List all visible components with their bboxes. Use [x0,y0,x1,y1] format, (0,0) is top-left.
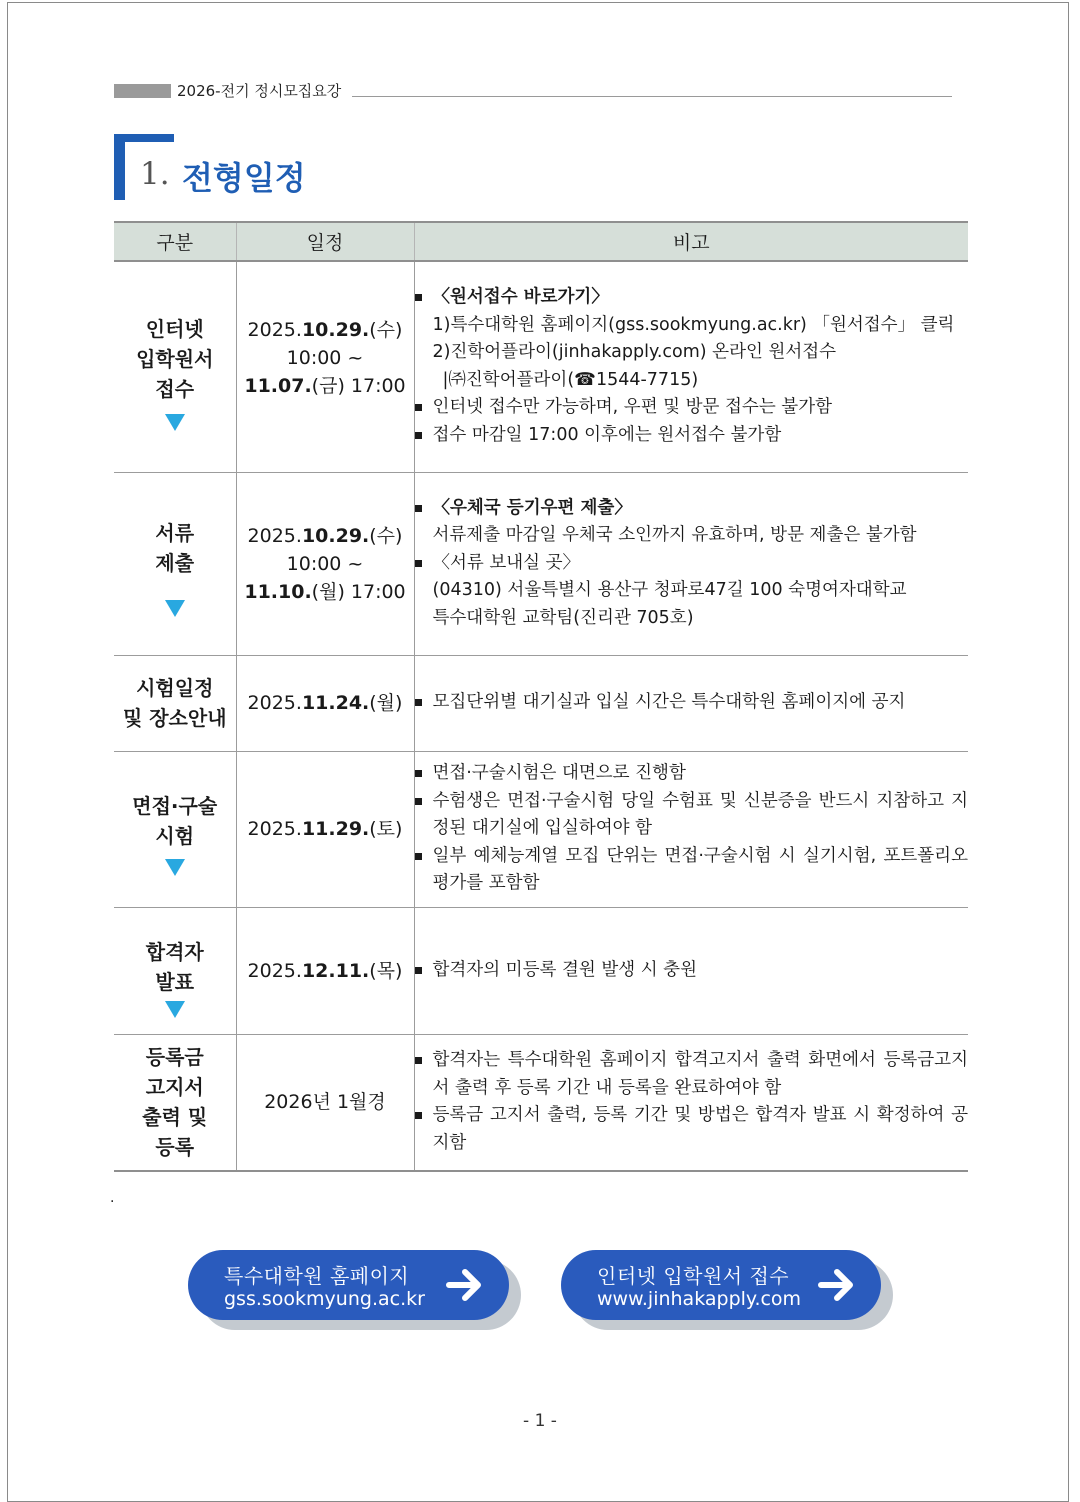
note-item: 접수 마감일 17:00 이후에는 원서접수 불가함 [415,422,969,450]
row-category: 시험일정 및 장소안내 [114,655,236,751]
row-date: 2025.12.11.(목) [236,907,414,1034]
row-notes: 〈원서접수 바로가기〉 1)특수대학원 홈페이지(gss.sookmyung.ac.kr) 「원서접수」 클릭 2)진학어플라이(jinhakapply.com) 온라인 원서접수 |㈜진학어플라이(☎1544-7715) 인터넷 접수만 가능하며, 우편 및 방문 접수는 불가함 접수 마감일 17:00 이후에는 원서접수 불가함 [414,261,968,472]
header-bar [114,84,171,98]
schedule-table [114,221,968,1172]
row-date: 2026년 1월경 [236,1034,414,1171]
note-item: 〈서류 보내실 곳〉 [415,550,969,578]
bullet-square-icon [415,967,422,974]
header-notes: 비고 [414,222,968,261]
row-notes [414,907,968,1034]
table-row [114,751,968,907]
bullet-square-icon [415,699,422,706]
down-triangle-icon [165,600,185,617]
table-row [114,907,968,1034]
graduate-school-homepage-button[interactable]: 특수대학원 홈페이지 gss.sookmyung.ac.kr [188,1250,509,1320]
bullet-square-icon [415,770,422,777]
bullet-square-icon [415,560,422,567]
row-notes [414,751,968,907]
note-item: 합격자의 미등록 결원 발생 시 충원 [415,957,969,985]
down-triangle-icon [165,1001,185,1018]
table-row [114,261,968,472]
note-item: 면접·구술시험은 대면으로 진행함 [415,760,969,788]
row-category: 서류 제출 [114,472,236,655]
table-row [114,472,968,655]
bullet-square-icon [415,1057,422,1064]
page-number: - 1 - [523,1411,557,1431]
bullet-square-icon [415,1112,422,1119]
bullet-square-icon [415,853,422,860]
note-item: 수험생은 면접·구술시험 당일 수험표 및 신분증을 반드시 지참하고 지정된 대기실에 입실하여야 함 [415,788,969,843]
row-category: 등록금 고지서 출력 및 등록 [114,1034,236,1171]
header-category: 구분 [114,222,236,261]
row-date: 2025.11.29.(토) [236,751,414,907]
document-title: 2026-전기 정시모집요강 [177,82,342,100]
table-header-row [114,222,968,261]
header-rule [352,96,952,97]
table-row [114,1034,968,1171]
row-date: 2025.11.24.(월) [236,655,414,751]
down-triangle-icon [165,414,185,431]
section-number: 1. [140,156,170,192]
row-category: 인터넷 입학원서 접수 [114,261,236,472]
row-notes [414,655,968,751]
row-notes: 〈우체국 등기우편 제출〉 서류제출 마감일 우체국 소인까지 유효하며, 방문 제출은 불가함 〈서류 보내실 곳〉 (04310) 서울특별시 용산구 청파로47길 100 숙명여자대학교 특수대학원 교학팀(진리관 705호) [414,472,968,655]
table-row [114,655,968,751]
arrow-right-icon [445,1265,485,1305]
down-triangle-icon [165,859,185,876]
arrow-right-icon [817,1265,857,1305]
note-item: 등록금 고지서 출력, 등록 기간 및 방법은 합격자 발표 시 확정하여 공지함 [415,1102,969,1157]
note-item: 일부 예체능계열 모집 단위는 면접·구술시험 시 실기시험, 포트폴리오 평가를 포함함 [415,843,969,898]
footnote-dot: . [110,1190,115,1206]
section-title-bracket [114,134,125,200]
row-notes [414,1034,968,1171]
bullet-square-icon [415,432,422,439]
note-item: 인터넷 접수만 가능하며, 우편 및 방문 접수는 불가함 [415,394,969,422]
note-item: 합격자는 특수대학원 홈페이지 합격고지서 출력 화면에서 등록금고지서 출력 후 등록 기간 내 등록을 완료하여야 함 [415,1047,969,1102]
bullet-square-icon [415,404,422,411]
bullet-square-icon [415,505,422,512]
online-application-button[interactable]: 인터넷 입학원서 접수 www.jinhakapply.com [561,1250,881,1320]
section-title: 전형일정 [182,159,306,197]
bullet-square-icon [415,798,422,805]
row-category: 합격자 발표 [114,907,236,1034]
note-item: 모집단위별 대기실과 입실 시간은 특수대학원 홈페이지에 공지 [415,689,969,717]
header-date: 일정 [236,222,414,261]
row-date: 2025.10.29.(수) 10:00 ~ 11.10.(월) 17:00 [236,472,414,655]
section-title-bracket-top [114,134,174,142]
row-date: 2025.10.29.(수) 10:00 ~ 11.07.(금) 17:00 [236,261,414,472]
note-item: 〈원서접수 바로가기〉 [415,284,969,312]
row-category: 면접·구술 시험 [114,751,236,907]
bullet-square-icon [415,294,422,301]
note-item: 〈우체국 등기우편 제출〉 [415,495,969,523]
